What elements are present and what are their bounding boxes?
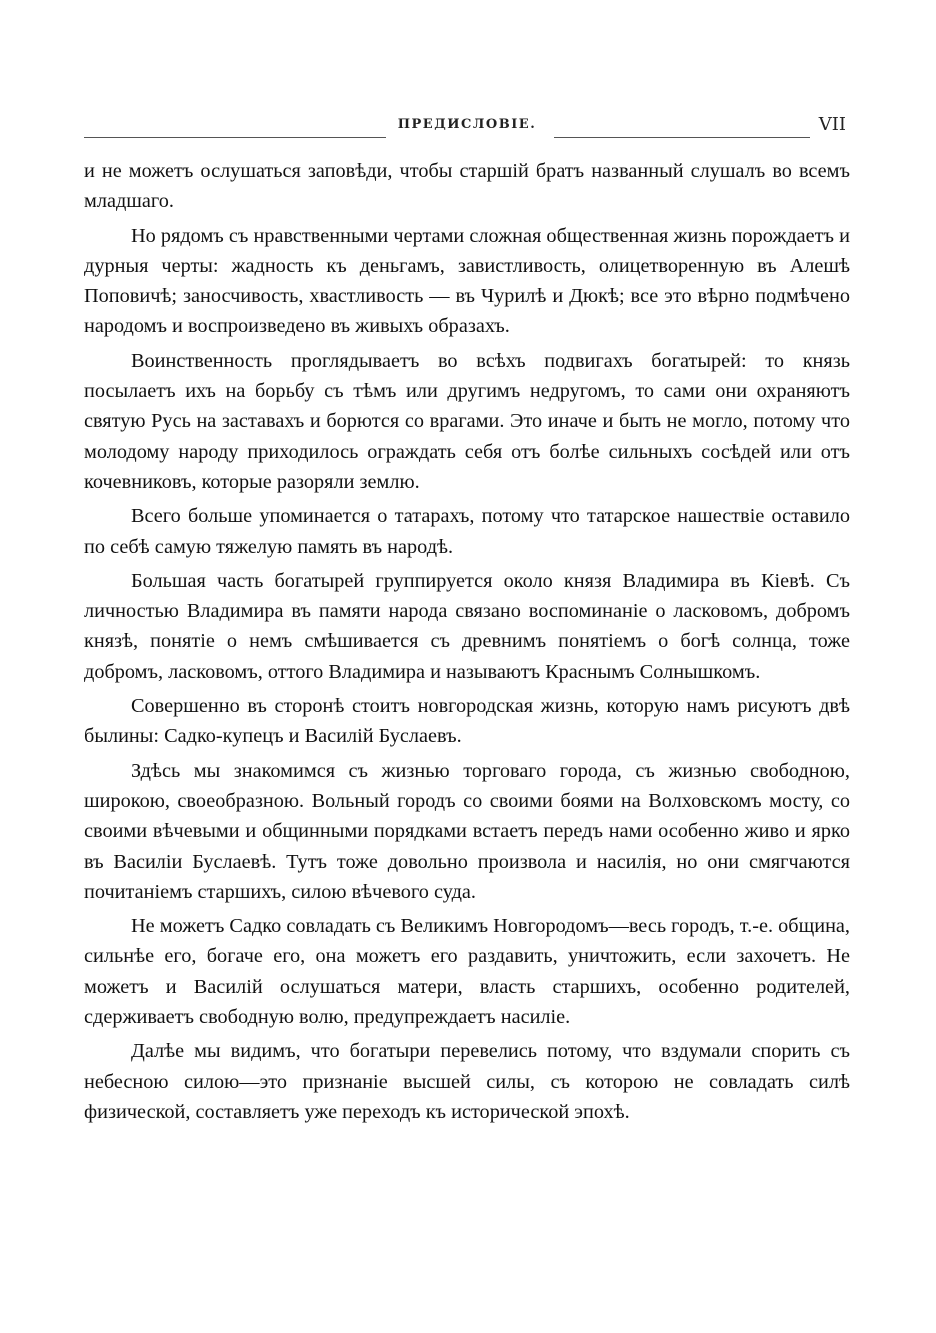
page-number: VII xyxy=(818,114,846,135)
paragraph: Не можетъ Садко совладать съ Великимъ Новгородомъ—весь городъ, т.-е. община, сильнѣе его, богаче его, она можетъ его раздавить, уничтожить, если захочетъ. Не можетъ и Василій ослушаться матери, власть старшихъ, особенно родителей, сдерживаетъ свободную волю, предупреждаетъ насиліе. xyxy=(84,915,850,1029)
header-rule-left xyxy=(84,137,386,138)
paragraph: Большая часть богатырей группируется около князя Владимира въ Кіевѣ. Съ личностью Владимира въ памяти народа связано воспоминаніе о ласковомъ, добромъ князѣ, понятіе о немъ смѣшивается съ древнимъ понятіемъ о богѣ солнца, тоже добромъ, ласковомъ, оттого Владимира и называютъ Краснымъ Солнышкомъ. xyxy=(84,569,850,683)
paragraph: Здѣсь мы знакомимся съ жизнью торговаго города, съ жизнью свободною, широкою, своеобразною. Вольный городъ со своими боями на Волховскомъ мосту, со своими вѣчевыми и общинными порядками встаетъ передъ нами особенно живо и ярко въ Василіи Буслаевѣ. Тутъ тоже довольно произвола и насилія, но они смягчаются почитаніемъ старшихъ, силою вѣчевого суда. xyxy=(84,759,850,903)
paragraph: и не можетъ ослушаться заповѣди, чтобы старшій братъ названный слушалъ во всемъ младшаго. xyxy=(84,160,850,213)
body-text xyxy=(84,156,850,1131)
paragraph: Но рядомъ съ нравственными чертами сложная общественная жизнь порождаетъ и дурныя черты: жадность къ деньгамъ, завистливость, олицетворенную въ Алешѣ Поповичѣ; заносчивость, хвастливость — въ Чурилѣ и Дюкѣ; все это вѣрно подмѣчено народомъ и воспроизведено въ живыхъ образахъ. xyxy=(84,224,850,338)
running-head-title: ПРЕДИСЛОВІЕ. xyxy=(397,117,537,132)
header-rule-right xyxy=(554,137,810,138)
running-header xyxy=(84,112,850,142)
paragraph: Совершенно въ сторонѣ стоитъ новгородская жизнь, которую намъ рисуютъ двѣ былины: Садко-купецъ и Василій Буслаевъ. xyxy=(84,695,850,748)
paragraph: Далѣе мы видимъ, что богатыри перевелись потому, что вздумали спорить съ небесною силою—это признаніе высшей силы, съ которою не совладать силѣ физической, составляетъ уже переходъ къ исторической эпохѣ. xyxy=(84,1040,850,1123)
paragraph: Всего больше упоминается о татарахъ, потому что татарское нашествіе оставило по себѣ самую тяжелую память въ народѣ. xyxy=(84,505,850,558)
paragraph: Воинственность проглядываетъ во всѣхъ подвигахъ богатырей: то князь посылаетъ ихъ на борьбу съ тѣмъ или другимъ недругомъ, то сами они охраняютъ святую Русь на заставахъ и борются со врагами. Это иначе и быть не могло, потому что молодому народу приходилось ограждать себя отъ болѣе сильныхъ сосѣдей или отъ кочевниковъ, которые разоряли землю. xyxy=(84,349,850,493)
